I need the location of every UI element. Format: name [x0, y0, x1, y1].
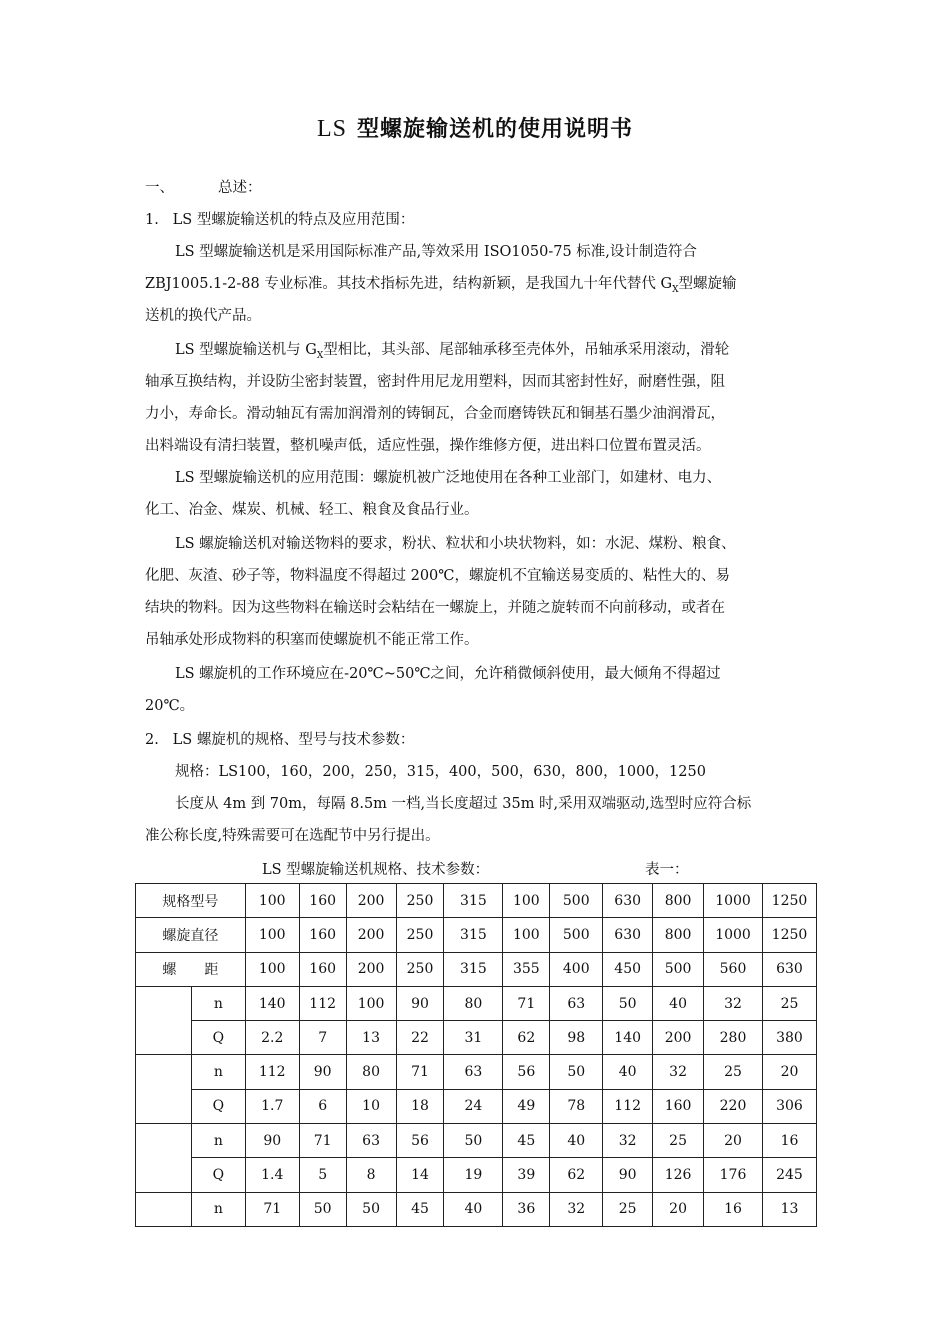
table-cell: 315 [444, 918, 503, 952]
table-cell: 32 [550, 1192, 603, 1226]
table-cell: 200 [653, 1021, 704, 1055]
table-cell: 1000 [704, 884, 763, 918]
para1-line2b: 型螺旋输 [678, 276, 737, 292]
table-cell: 176 [704, 1158, 763, 1192]
table-label: 表一： [645, 862, 689, 878]
para4-line4: 吊轴承处形成物料的积塞而使螺旋机不能正常工作。 [145, 632, 479, 648]
table-cell: 71 [299, 1124, 346, 1158]
table-cell: 800 [653, 884, 704, 918]
table-cell: 160 [653, 1089, 704, 1123]
table-cell: 630 [603, 884, 653, 918]
table-cell: 50 [346, 1192, 396, 1226]
table-cell: 306 [762, 1089, 816, 1123]
table-cell: 1250 [762, 918, 816, 952]
table-cell: 250 [396, 952, 444, 986]
table-cell: 71 [245, 1192, 299, 1226]
table-cell: 8 [346, 1158, 396, 1192]
table-cell: 560 [704, 952, 763, 986]
table-cell: 50 [550, 1055, 603, 1089]
table-cell: 140 [245, 986, 299, 1020]
table-cell: 16 [762, 1124, 816, 1158]
table-cell: 100 [503, 884, 550, 918]
table-cell: 630 [603, 918, 653, 952]
table-cell: 200 [346, 952, 396, 986]
table-row [136, 1124, 817, 1158]
page-title [0, 112, 950, 143]
table-cell: 140 [603, 1021, 653, 1055]
table-cell: 10 [346, 1089, 396, 1123]
param-symbol: Q [191, 1021, 245, 1055]
table-cell: 1000 [704, 918, 763, 952]
para3-line2: 化工、冶金、煤炭、机械、轻工、粮食及食品行业。 [145, 502, 479, 518]
table-cell: 90 [396, 986, 444, 1020]
table-cell: 71 [503, 986, 550, 1020]
table-cell: 16 [704, 1192, 763, 1226]
table-cell: 20 [653, 1192, 704, 1226]
para1-line1: LS 型螺旋输送机是采用国际标准产品,等效采用 ISO1050-75 标准,设计制造符合 [175, 244, 697, 260]
table-cell: 40 [550, 1124, 603, 1158]
table-cell: 315 [444, 884, 503, 918]
table-cell: 90 [245, 1124, 299, 1158]
group-blank-cell [136, 1124, 192, 1193]
table-cell: 32 [653, 1055, 704, 1089]
para1-subscript: X [672, 285, 679, 295]
table-cell: 100 [503, 918, 550, 952]
table-row [136, 1021, 817, 1055]
table-cell: 80 [346, 1055, 396, 1089]
table-cell: 160 [299, 884, 346, 918]
table-cell: 355 [503, 952, 550, 986]
table-cell: 500 [550, 884, 603, 918]
table-cell: 1.4 [245, 1158, 299, 1192]
table-cell: 45 [503, 1124, 550, 1158]
table-cell: 40 [653, 986, 704, 1020]
table-cell: 7 [299, 1021, 346, 1055]
table-cell: 49 [503, 1089, 550, 1123]
length-line2: 准公称长度,特殊需要可在选配节中另行提出。 [145, 828, 440, 844]
table-cell: 39 [503, 1158, 550, 1192]
table-row [136, 1055, 817, 1089]
para1-line3: 送机的换代产品。 [145, 308, 261, 324]
row-label: 螺旋直径 [136, 918, 246, 952]
table-cell: 36 [503, 1192, 550, 1226]
table-cell: 32 [704, 986, 763, 1020]
table-row [136, 1192, 817, 1226]
table-cell: 50 [444, 1124, 503, 1158]
table-cell: 80 [444, 986, 503, 1020]
table-cell: 100 [346, 986, 396, 1020]
table-cell: 250 [396, 918, 444, 952]
para4-line1: LS 螺旋输送机对输送物料的要求，粉状、粒状和小块状物料，如：水泥、煤粉、粮食、 [175, 536, 736, 552]
spec-table [135, 883, 817, 1227]
table-cell: 112 [245, 1055, 299, 1089]
table-cell: 25 [762, 986, 816, 1020]
param-symbol: n [191, 1192, 245, 1226]
table-cell: 5 [299, 1158, 346, 1192]
table-row [136, 1089, 817, 1123]
group-blank-cell [136, 986, 192, 1055]
para2-line1a: LS 型螺旋输送机与 G [175, 342, 317, 358]
para5-line1: LS 螺旋机的工作环境应在-20℃~50℃之间，允许稍微倾斜使用，最大倾角不得超过 [175, 666, 721, 682]
table-cell: 200 [346, 918, 396, 952]
para1-line2a: ZBJ1005.1-2-88 专业标准。其技术指标先进，结构新颖，是我国九十年代替代 G [145, 276, 673, 292]
table-cell: 63 [550, 986, 603, 1020]
table-cell: 400 [550, 952, 603, 986]
table-cell: 24 [444, 1089, 503, 1123]
para2-line2: 轴承互换结构，并设防尘密封装置，密封件用尼龙用塑料，因而其密封性好，耐磨性强，阻 [145, 374, 725, 390]
table-cell: 220 [704, 1089, 763, 1123]
para2-line4: 出料端设有清扫装置，整机噪声低，适应性强，操作维修方便，进出料口位置布置灵活。 [145, 438, 711, 454]
table-cell: 500 [550, 918, 603, 952]
para2-line1 [175, 338, 729, 361]
table-cell: 1.7 [245, 1089, 299, 1123]
table-cell: 25 [603, 1192, 653, 1226]
para2-line3: 力小，寿命长。滑动轴瓦有需加润滑剂的铸铜瓦，合金而磨铸铁瓦和铜基石墨少油润滑瓦， [145, 406, 725, 422]
table-cell: 62 [503, 1021, 550, 1055]
table-cell: 200 [346, 884, 396, 918]
title-text: 型螺旋输送机的使用说明书 [357, 116, 634, 142]
table-cell: 1250 [762, 884, 816, 918]
para4-line2: 化肥、灰渣、砂子等，物料温度不得超过 200℃，螺旋机不宜输送易变质的、粘性大的、易 [145, 568, 731, 584]
table-cell: 160 [299, 952, 346, 986]
table-cell: 315 [444, 952, 503, 986]
table-cell: 13 [346, 1021, 396, 1055]
specs-line: 规格：LS100，160，200，250，315，400，500，630，800，1000，1250 [175, 764, 706, 780]
table-cell: 14 [396, 1158, 444, 1192]
table-cell: 100 [245, 884, 299, 918]
param-symbol: n [191, 1055, 245, 1089]
table-row [136, 952, 817, 986]
table-cell: 160 [299, 918, 346, 952]
table-cell: 280 [704, 1021, 763, 1055]
table-cell: 90 [603, 1158, 653, 1192]
table-cell: 380 [762, 1021, 816, 1055]
row-label: 螺 距 [136, 952, 246, 986]
table-cell: 2.2 [245, 1021, 299, 1055]
table-cell: 126 [653, 1158, 704, 1192]
table-cell: 22 [396, 1021, 444, 1055]
group-blank-cell [136, 1055, 192, 1124]
length-line1: 长度从 4m 到 70m，每隔 8.5m 一档,当长度超过 35m 时,采用双端驱动,选型时应符合标 [175, 796, 752, 812]
table-cell: 25 [704, 1055, 763, 1089]
row-label: 规格型号 [136, 884, 246, 918]
table-cell: 25 [653, 1124, 704, 1158]
table-cell: 40 [603, 1055, 653, 1089]
table-row [136, 986, 817, 1020]
table-cell: 71 [396, 1055, 444, 1089]
para5-line2: 20℃。 [145, 698, 195, 714]
para2-subscript: X [316, 351, 324, 361]
table-cell: 56 [503, 1055, 550, 1089]
param-symbol: n [191, 986, 245, 1020]
table-row [136, 884, 817, 918]
table-cell: 63 [444, 1055, 503, 1089]
item-1-heading: 1. LS 型螺旋输送机的特点及应用范围： [145, 212, 415, 228]
table-caption: LS 型螺旋输送机规格、技术参数： [262, 862, 490, 878]
title-prefix: LS [316, 116, 347, 142]
section-title: 总述： [218, 180, 262, 196]
table-cell: 20 [704, 1124, 763, 1158]
item-2-heading: 2. LS 螺旋机的规格、型号与技术参数： [145, 732, 415, 748]
table-cell: 112 [603, 1089, 653, 1123]
table-cell: 62 [550, 1158, 603, 1192]
table-cell: 6 [299, 1089, 346, 1123]
para4-line3: 结块的物料。因为这些物料在输送时会粘结在一螺旋上，并随之旋转而不向前移动，或者在 [145, 600, 725, 616]
table-cell: 56 [396, 1124, 444, 1158]
table-row [136, 918, 817, 952]
table-cell: 630 [762, 952, 816, 986]
table-cell: 63 [346, 1124, 396, 1158]
param-symbol: Q [191, 1089, 245, 1123]
section-heading [145, 176, 262, 197]
section-number: 一、 [145, 180, 174, 196]
group-blank-cell [136, 1192, 192, 1226]
table-cell: 32 [603, 1124, 653, 1158]
table-cell: 245 [762, 1158, 816, 1192]
table-cell: 18 [396, 1089, 444, 1123]
table-cell: 250 [396, 884, 444, 918]
table-cell: 98 [550, 1021, 603, 1055]
table-cell: 800 [653, 918, 704, 952]
table-cell: 40 [444, 1192, 503, 1226]
table-cell: 31 [444, 1021, 503, 1055]
table-cell: 450 [603, 952, 653, 986]
table-cell: 100 [245, 952, 299, 986]
spec-table-body [136, 884, 817, 1227]
table-row [136, 1158, 817, 1192]
table-cell: 112 [299, 986, 346, 1020]
table-cell: 45 [396, 1192, 444, 1226]
table-cell: 90 [299, 1055, 346, 1089]
table-cell: 500 [653, 952, 704, 986]
para1-line2 [145, 272, 736, 295]
table-cell: 100 [245, 918, 299, 952]
table-cell: 50 [299, 1192, 346, 1226]
table-cell: 19 [444, 1158, 503, 1192]
table-cell: 78 [550, 1089, 603, 1123]
param-symbol: n [191, 1124, 245, 1158]
table-cell: 20 [762, 1055, 816, 1089]
table-cell: 13 [762, 1192, 816, 1226]
para2-line1b: 型相比，其头部、尾部轴承移至壳体外，吊轴承采用滚动，滑轮 [323, 342, 730, 358]
para3-line1: LS 型螺旋输送机的应用范围：螺旋机被广泛地使用在各种工业部门，如建材、电力、 [175, 470, 722, 486]
param-symbol: Q [191, 1158, 245, 1192]
table-cell: 50 [603, 986, 653, 1020]
